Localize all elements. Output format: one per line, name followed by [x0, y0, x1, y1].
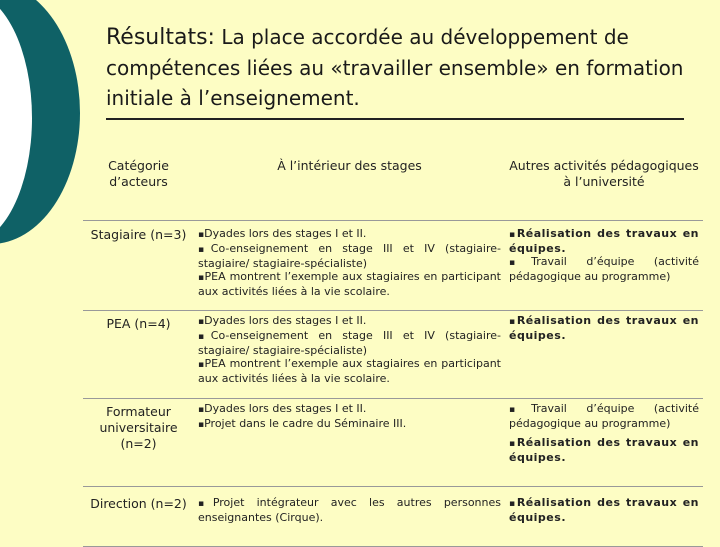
slide-title	[106, 22, 718, 113]
stages-cell	[194, 487, 505, 547]
university-cell	[505, 311, 703, 399]
table-row	[83, 487, 703, 547]
list-item: ▪ Réalisation des travaux en équipes.	[509, 227, 699, 255]
list-item: ▪ PEA montrent l’exemple aux stagiaires en participant aux activités liées à la vie scolaire.	[198, 270, 501, 298]
header-stages: À l’intérieur des stages	[194, 138, 505, 221]
list-item: ▪ PEA montrent l’exemple aux stagiaires en participant aux activités liées à la vie scolaire.	[198, 357, 501, 385]
list-item: ▪ Dyades lors des stages I et II.	[198, 314, 501, 329]
title-lead: Résultats:	[106, 25, 215, 50]
stages-cell	[194, 311, 505, 399]
table-row	[83, 399, 703, 487]
category-cell: Formateur universitaire (n=2)	[83, 399, 194, 487]
header-university: Autres activités pédagogiques à l’université	[505, 138, 703, 221]
list-item: ▪ Projet dans le cadre du Séminaire III.	[198, 417, 501, 432]
university-cell	[505, 487, 703, 547]
university-cell	[505, 221, 703, 311]
list-item: ▪ Travail d’équipe (activité pédagogique au programme)	[509, 255, 699, 283]
category-cell: PEA (n=4)	[83, 311, 194, 399]
list-item: ▪ Dyades lors des stages I et II.	[198, 227, 501, 242]
category-cell: Direction (n=2)	[83, 487, 194, 547]
list-item: ▪ Co-enseignement en stage III et IV (stagiaire-stagiaire/ stagiaire-spécialiste)	[198, 329, 501, 357]
list-item: ▪ Réalisation des travaux en équipes.	[509, 496, 699, 524]
title-text: La place accordée au développement de compétences liées au «travailler ensemble» en formation initiale à l’enseignement.	[106, 25, 684, 110]
university-cell	[505, 399, 703, 487]
stages-cell	[194, 399, 505, 487]
list-item: ▪ Dyades lors des stages I et II.	[198, 402, 501, 417]
list-item: ▪ Projet intégrateur avec les autres personnes enseignantes (Cirque).	[198, 496, 501, 524]
results-table	[83, 138, 703, 547]
stages-cell	[194, 221, 505, 311]
list-item: ▪ Réalisation des travaux en équipes.	[509, 314, 699, 342]
table-header-row	[83, 138, 703, 221]
table-row	[83, 221, 703, 311]
table-row	[83, 311, 703, 399]
list-item: ▪ Réalisation des travaux en équipes.	[509, 436, 699, 464]
title-underline	[106, 118, 684, 120]
list-item: ▪ Travail d’équipe (activité pédagogique au programme)	[509, 402, 699, 430]
category-cell: Stagiaire (n=3)	[83, 221, 194, 311]
header-category: Catégorie d’acteurs	[83, 138, 194, 221]
list-item: ▪ Co-enseignement en stage III et IV (stagiaire-stagiaire/ stagiaire-spécialiste)	[198, 242, 501, 270]
